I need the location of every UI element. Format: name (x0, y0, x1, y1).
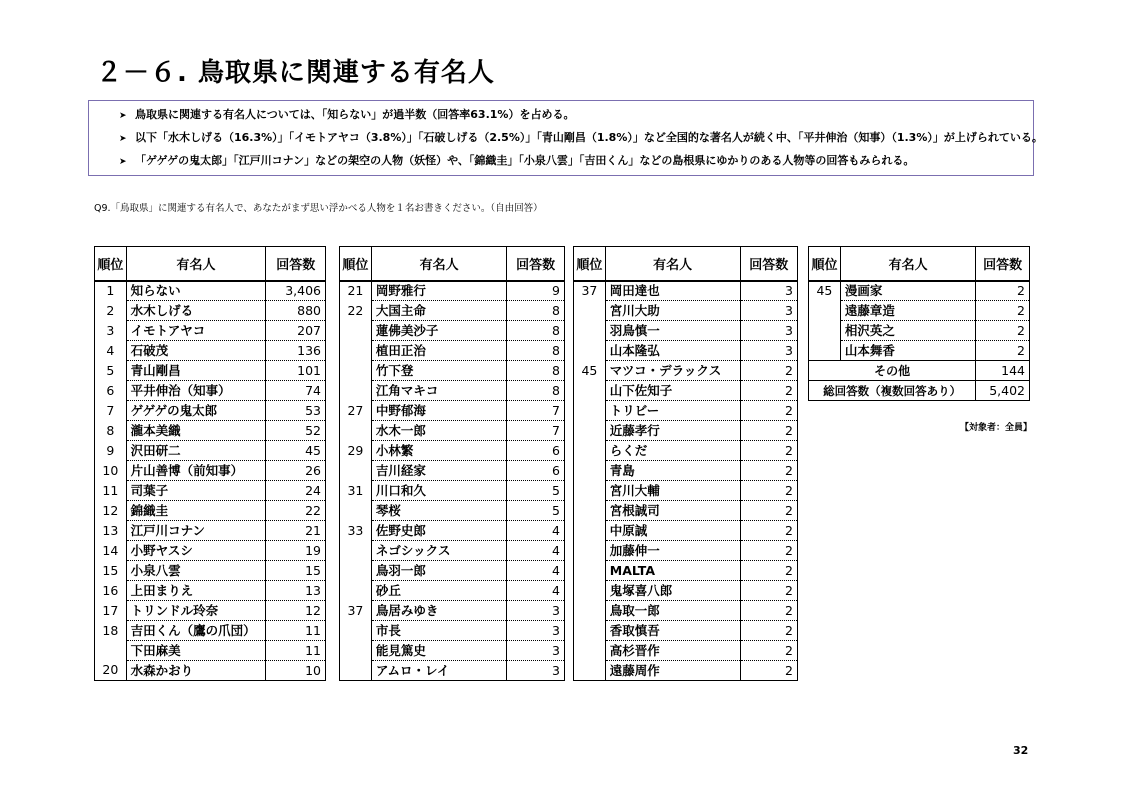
table-row (95, 321, 326, 341)
name-cell: 砂丘 (371, 581, 507, 601)
rank-cell: 45 (809, 281, 841, 301)
name-cell: 吉田くん（鷹の爪団） (126, 621, 266, 641)
table-row (340, 301, 565, 321)
table-row (809, 341, 1030, 361)
header-count: 回答数 (740, 247, 797, 281)
table-row (95, 601, 326, 621)
rank-cell: 10 (95, 461, 127, 481)
count-cell: 8 (507, 381, 565, 401)
count-cell: 2 (740, 361, 797, 381)
count-cell: 3,406 (266, 281, 326, 301)
table-row (574, 281, 798, 301)
count-cell: 24 (266, 481, 326, 501)
count-cell: 3 (507, 601, 565, 621)
table-row (809, 321, 1030, 341)
rank-cell (574, 461, 606, 481)
header-rank: 順位 (95, 247, 127, 281)
name-cell: 中原誠 (605, 521, 740, 541)
name-cell: 小野ヤスシ (126, 541, 266, 561)
question-text: Q9.「鳥取県」に関連する有名人で、あなたがまず思い浮かべる人物を１名お書きください。（自由回答） (94, 203, 543, 214)
name-cell: 相沢英之 (840, 321, 975, 341)
name-cell: 鳥取一郎 (605, 601, 740, 621)
table-row (340, 441, 565, 461)
count-cell: 4 (507, 541, 565, 561)
rank-cell: 2 (95, 301, 127, 321)
rank-cell (574, 581, 606, 601)
table-row (340, 341, 565, 361)
rank-cell (340, 621, 372, 641)
table-row (340, 281, 565, 301)
rank-cell: 8 (95, 421, 127, 441)
count-cell: 2 (740, 501, 797, 521)
name-cell: 鬼塚喜八郎 (605, 581, 740, 601)
rank-cell (340, 501, 372, 521)
count-cell: 2 (740, 481, 797, 501)
name-cell: 水木しげる (126, 301, 266, 321)
table-row (95, 421, 326, 441)
table-row (574, 301, 798, 321)
name-cell: 青島 (605, 461, 740, 481)
name-cell: 水森かおり (126, 661, 266, 681)
rank-cell: 37 (574, 281, 606, 301)
arrow-bullet-icon: ➤ (119, 111, 127, 121)
table-row (574, 641, 798, 661)
table-row (340, 581, 565, 601)
rank-cell (574, 541, 606, 561)
table-row (574, 521, 798, 541)
count-cell: 2 (740, 541, 797, 561)
name-cell: 沢田研二 (126, 441, 266, 461)
table-row (340, 421, 565, 441)
rank-cell (340, 581, 372, 601)
arrow-bullet-icon: ➤ (119, 134, 127, 144)
table-row (95, 581, 326, 601)
target-note: 【対象者：全員】 (960, 423, 1033, 433)
rank-cell: 5 (95, 361, 127, 381)
name-cell: 下田麻美 (126, 641, 266, 661)
table-row (574, 361, 798, 381)
name-cell: イモトアヤコ (126, 321, 266, 341)
count-cell: 26 (266, 461, 326, 481)
table-row (95, 401, 326, 421)
name-cell: 片山善博（前知事） (126, 461, 266, 481)
name-cell: 中野郁海 (371, 401, 507, 421)
count-cell: 101 (266, 361, 326, 381)
rank-cell (574, 441, 606, 461)
table-row (95, 661, 326, 681)
table-row (95, 521, 326, 541)
name-cell: 漫画家 (840, 281, 975, 301)
header-rank: 順位 (340, 247, 372, 281)
count-cell: 7 (507, 421, 565, 441)
rank-cell: 14 (95, 541, 127, 561)
name-cell: トリンドル玲奈 (126, 601, 266, 621)
rank-cell: 13 (95, 521, 127, 541)
other-label: その他 (809, 361, 976, 381)
name-cell: ネゴシックス (371, 541, 507, 561)
name-cell: 岡田達也 (605, 281, 740, 301)
rank-cell: 21 (340, 281, 372, 301)
name-cell: 高杉晋作 (605, 641, 740, 661)
name-cell: 江戸川コナン (126, 521, 266, 541)
rank-cell: 27 (340, 401, 372, 421)
table-row (574, 581, 798, 601)
ranking-table-3 (573, 246, 798, 681)
table-row (95, 461, 326, 481)
name-cell: 山本舞香 (840, 341, 975, 361)
count-cell: 45 (266, 441, 326, 461)
rank-cell (809, 321, 841, 341)
rank-cell (574, 421, 606, 441)
count-cell: 2 (740, 381, 797, 401)
count-cell: 15 (266, 561, 326, 581)
name-cell: アムロ・レイ (371, 661, 507, 681)
count-cell: 2 (976, 321, 1030, 341)
rank-cell (809, 301, 841, 321)
header-name: 有名人 (605, 247, 740, 281)
name-cell: 川口和久 (371, 481, 507, 501)
rank-cell (340, 561, 372, 581)
table-row (340, 401, 565, 421)
rank-cell: 18 (95, 621, 127, 641)
name-cell: トリビー (605, 401, 740, 421)
table-row (809, 281, 1030, 301)
table-row (340, 541, 565, 561)
table-row (574, 481, 798, 501)
table-row (95, 381, 326, 401)
rank-cell: 1 (95, 281, 127, 301)
name-cell: 琴桜 (371, 501, 507, 521)
rank-cell (574, 561, 606, 581)
name-cell: 山本隆弘 (605, 341, 740, 361)
name-cell: ゲゲゲの鬼太郎 (126, 401, 266, 421)
count-cell: 4 (507, 561, 565, 581)
table-row (574, 621, 798, 641)
count-cell: 2 (976, 301, 1030, 321)
rank-cell (809, 341, 841, 361)
rank-cell: 17 (95, 601, 127, 621)
count-cell: 880 (266, 301, 326, 321)
header-name: 有名人 (371, 247, 507, 281)
page-number: 32 (1013, 744, 1029, 757)
summary-line: ➤ 以下「水木しげる（16.3%）」「イモトアヤコ（3.8%）」「石破しげる（2.5%）」「青山剛昌（1.8%）」など全国的な著名人が続く中、「平井伸治（知事）（1.3%）」が上げられている。 (119, 131, 1043, 144)
count-cell: 5 (507, 501, 565, 521)
rank-cell (574, 501, 606, 521)
ranking-table-1 (94, 246, 326, 681)
count-cell: 2 (976, 281, 1030, 301)
count-cell: 22 (266, 501, 326, 521)
other-count: 144 (976, 361, 1030, 381)
count-cell: 2 (740, 401, 797, 421)
header-count: 回答数 (976, 247, 1030, 281)
rank-cell (574, 641, 606, 661)
name-cell: 小泉八雲 (126, 561, 266, 581)
rank-cell: 37 (340, 601, 372, 621)
name-cell: 吉川経家 (371, 461, 507, 481)
table-row (574, 561, 798, 581)
table-row (340, 661, 565, 681)
table-row (574, 541, 798, 561)
table-row (340, 361, 565, 381)
name-cell: 山下佐知子 (605, 381, 740, 401)
header-count: 回答数 (507, 247, 565, 281)
count-cell: 2 (740, 621, 797, 641)
table-row (95, 641, 326, 661)
rank-cell (574, 341, 606, 361)
count-cell: 12 (266, 601, 326, 621)
name-cell: 竹下登 (371, 361, 507, 381)
table-row (574, 341, 798, 361)
rank-cell: 9 (95, 441, 127, 461)
rank-cell (340, 381, 372, 401)
rank-cell (574, 661, 606, 681)
table-row (574, 601, 798, 621)
name-cell: 佐野史郎 (371, 521, 507, 541)
table-row (95, 281, 326, 301)
rank-cell (340, 361, 372, 381)
table-row (574, 441, 798, 461)
table-row (574, 381, 798, 401)
table-row (95, 361, 326, 381)
count-cell: 3 (507, 641, 565, 661)
rank-cell (340, 641, 372, 661)
name-cell: 上田まりえ (126, 581, 266, 601)
name-cell: 知らない (126, 281, 266, 301)
name-cell: 岡野雅行 (371, 281, 507, 301)
count-cell: 6 (507, 441, 565, 461)
table-row (340, 621, 565, 641)
total-label: 総回答数（複数回答あり） (809, 381, 976, 401)
count-cell: 6 (507, 461, 565, 481)
rank-cell (340, 461, 372, 481)
rank-cell: 33 (340, 521, 372, 541)
name-cell: 鳥羽一郎 (371, 561, 507, 581)
count-cell: 4 (507, 581, 565, 601)
summary-line: ➤ 鳥取県に関連する有名人については、「知らない」が過半数（回答率63.1%）を占める。 (119, 108, 575, 121)
count-cell: 5 (507, 481, 565, 501)
header-rank: 順位 (574, 247, 606, 281)
name-cell: 瀧本美織 (126, 421, 266, 441)
rank-cell: 45 (574, 361, 606, 381)
rank-cell (574, 481, 606, 501)
name-cell: 加藤伸一 (605, 541, 740, 561)
count-cell: 2 (740, 441, 797, 461)
rank-cell: 7 (95, 401, 127, 421)
count-cell: 2 (976, 341, 1030, 361)
name-cell: MALTA (605, 561, 740, 581)
name-cell: 羽鳥慎一 (605, 321, 740, 341)
ranking-table-4 (808, 246, 1030, 401)
rank-cell: 20 (95, 661, 127, 681)
name-cell: 植田正治 (371, 341, 507, 361)
count-cell: 11 (266, 621, 326, 641)
name-cell: 青山剛昌 (126, 361, 266, 381)
count-cell: 2 (740, 661, 797, 681)
rank-cell: 3 (95, 321, 127, 341)
ranking-table-2 (339, 246, 565, 681)
header-rank: 順位 (809, 247, 841, 281)
count-cell: 53 (266, 401, 326, 421)
header-count: 回答数 (266, 247, 326, 281)
name-cell: らくだ (605, 441, 740, 461)
table-row (340, 501, 565, 521)
table-row (95, 481, 326, 501)
rank-cell: 12 (95, 501, 127, 521)
rank-cell (574, 401, 606, 421)
count-cell: 2 (740, 521, 797, 541)
rank-cell (340, 661, 372, 681)
count-cell: 7 (507, 401, 565, 421)
count-cell: 2 (740, 561, 797, 581)
rank-cell (574, 621, 606, 641)
table-row (95, 541, 326, 561)
table-row (340, 561, 565, 581)
rank-cell: 6 (95, 381, 127, 401)
name-cell: 錦織圭 (126, 501, 266, 521)
name-cell: 宮川大輔 (605, 481, 740, 501)
count-cell: 3 (507, 661, 565, 681)
rank-cell (574, 321, 606, 341)
name-cell: 市長 (371, 621, 507, 641)
table-row (574, 321, 798, 341)
name-cell: 石破茂 (126, 341, 266, 361)
table-row (95, 501, 326, 521)
header-name: 有名人 (126, 247, 266, 281)
count-cell: 207 (266, 321, 326, 341)
rank-cell: 16 (95, 581, 127, 601)
count-cell: 3 (740, 281, 797, 301)
table-row (574, 421, 798, 441)
table-row (340, 321, 565, 341)
rank-cell (340, 321, 372, 341)
table-row (574, 661, 798, 681)
name-cell: 宮根誠司 (605, 501, 740, 521)
name-cell: 近藤孝行 (605, 421, 740, 441)
count-cell: 74 (266, 381, 326, 401)
name-cell: 鳥居みゆき (371, 601, 507, 621)
count-cell: 3 (740, 301, 797, 321)
count-cell: 2 (740, 581, 797, 601)
table-row (809, 301, 1030, 321)
name-cell: 香取慎吾 (605, 621, 740, 641)
count-cell: 11 (266, 641, 326, 661)
count-cell: 13 (266, 581, 326, 601)
rank-cell (95, 641, 127, 661)
rank-cell (340, 421, 372, 441)
count-cell: 8 (507, 321, 565, 341)
rank-cell: 11 (95, 481, 127, 501)
name-cell: 小林繁 (371, 441, 507, 461)
count-cell: 10 (266, 661, 326, 681)
table-row (340, 641, 565, 661)
table-row (95, 341, 326, 361)
count-cell: 2 (740, 421, 797, 441)
name-cell: マツコ・デラックス (605, 361, 740, 381)
rank-cell (340, 341, 372, 361)
table-row (340, 381, 565, 401)
rank-cell: 4 (95, 341, 127, 361)
count-cell: 21 (266, 521, 326, 541)
count-cell: 9 (507, 281, 565, 301)
table-row (574, 501, 798, 521)
header-name: 有名人 (840, 247, 975, 281)
rank-cell: 31 (340, 481, 372, 501)
table-row (574, 401, 798, 421)
count-cell: 4 (507, 521, 565, 541)
count-cell: 8 (507, 341, 565, 361)
name-cell: 能見篤史 (371, 641, 507, 661)
table-row (574, 461, 798, 481)
name-cell: 水木一郎 (371, 421, 507, 441)
name-cell: 遠藤章造 (840, 301, 975, 321)
table-row (340, 521, 565, 541)
table-row (95, 441, 326, 461)
name-cell: 遠藤周作 (605, 661, 740, 681)
count-cell: 3 (740, 341, 797, 361)
name-cell: 蓮佛美沙子 (371, 321, 507, 341)
table-row (340, 481, 565, 501)
table-row (95, 621, 326, 641)
total-count: 5,402 (976, 381, 1030, 401)
name-cell: 平井伸治（知事） (126, 381, 266, 401)
name-cell: 江角マキコ (371, 381, 507, 401)
rank-cell: 15 (95, 561, 127, 581)
name-cell: 宮川大助 (605, 301, 740, 321)
arrow-bullet-icon: ➤ (119, 157, 127, 167)
page-title: ２－６. 鳥取県に関連する有名人 (96, 58, 495, 88)
count-cell: 52 (266, 421, 326, 441)
rank-cell (340, 541, 372, 561)
rank-cell: 29 (340, 441, 372, 461)
summary-box (88, 100, 1043, 176)
count-cell: 2 (740, 641, 797, 661)
count-cell: 19 (266, 541, 326, 561)
summary-line: ➤ 「ゲゲゲの鬼太郎」「江戸川コナン」などの架空の人物（妖怪）や、「錦織圭」「小泉八雲」「吉田くん」などの島根県にゆかりのある人物等の回答もみられる。 (119, 154, 915, 167)
table-row (340, 601, 565, 621)
rank-cell (574, 601, 606, 621)
rank-cell (574, 381, 606, 401)
name-cell: 大国主命 (371, 301, 507, 321)
count-cell: 2 (740, 461, 797, 481)
count-cell: 8 (507, 301, 565, 321)
rank-cell (574, 521, 606, 541)
count-cell: 3 (740, 321, 797, 341)
count-cell: 2 (740, 601, 797, 621)
count-cell: 3 (507, 621, 565, 641)
table-row (95, 561, 326, 581)
rank-cell: 22 (340, 301, 372, 321)
rank-cell (574, 301, 606, 321)
table-row (340, 461, 565, 481)
name-cell: 司葉子 (126, 481, 266, 501)
table-row (95, 301, 326, 321)
count-cell: 8 (507, 361, 565, 381)
count-cell: 136 (266, 341, 326, 361)
